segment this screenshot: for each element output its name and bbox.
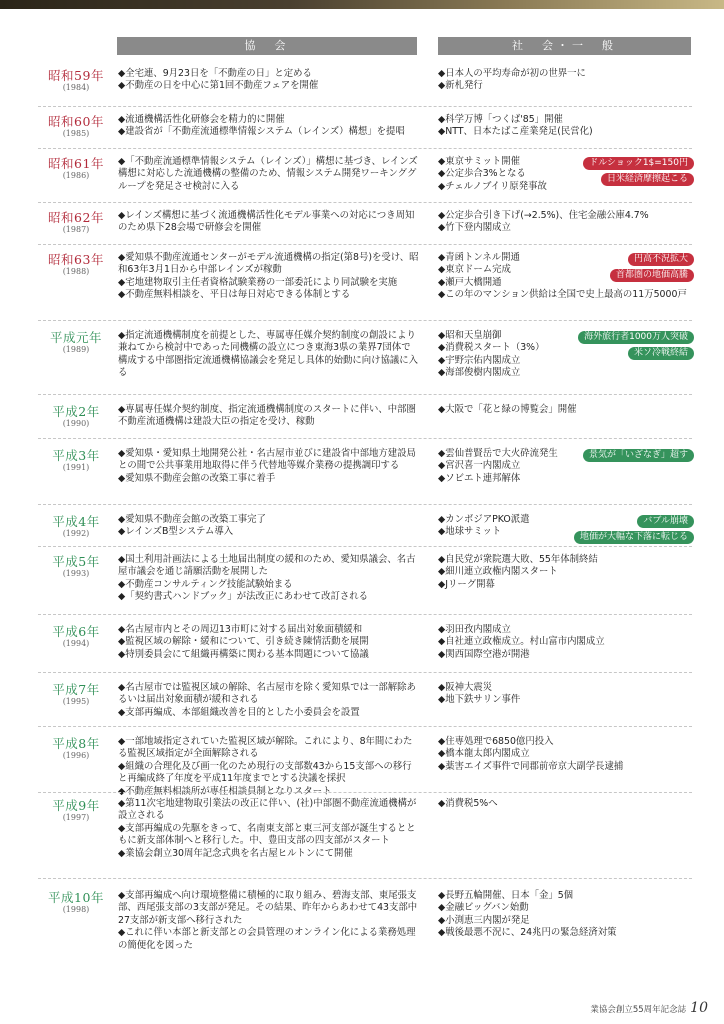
era-label [40, 404, 112, 429]
society-events [438, 210, 694, 235]
association-event: ◆不動産コンサルティング技能試験始まる [118, 578, 293, 590]
timeline-row [0, 732, 724, 797]
society-event: ◆住専処理で6850億円投入 [438, 736, 554, 747]
association-event: ◆指定流通機構制度を前提とした、専属専任媒介契約制度の創設により兼ねてから検討中であった同機構の設立につき東海3県の業界7団体で構成する中部圏指定流通機構協議会を発足し具体的始動に向け協議に入る [118, 330, 419, 379]
society-event: ◆金融ビッグバン始動 [438, 902, 529, 914]
society-event: ◆地球サミット [438, 526, 502, 538]
era-year: (1998) [62, 905, 90, 914]
association-event: ◆愛知県不動産会館の改築工事完了 [118, 514, 266, 525]
society-events [438, 890, 694, 940]
era-label [40, 554, 112, 579]
timeline-row [0, 110, 724, 146]
association-event: ◆支部再編成、本部組織改善を目的とした小委員会を設置 [118, 706, 360, 718]
society-event: ◆地下鉄サリン事件 [438, 694, 521, 706]
association-event: ◆一部地域指定されていた監視区域が解除。これにより、8年間にわたる監視区域指定が全面解除される [118, 736, 413, 760]
association-events [118, 514, 420, 539]
row-divider [38, 726, 692, 727]
era-year: (1985) [62, 129, 90, 138]
society-event: ◆瀬戸大橋開通 [438, 276, 502, 288]
era-label [40, 68, 112, 93]
society-events [438, 624, 694, 661]
association-event: ◆「契約書式ハンドブック」が法改正にあわせて改訂される [118, 591, 369, 603]
association-event: ◆建設省が「不動産流通標準情報システム（レインズ）構想」を提唱 [118, 126, 405, 138]
highlight-badge: バブル崩壊 [637, 515, 694, 528]
association-events [118, 890, 420, 952]
era-label [40, 114, 112, 139]
association-events [118, 798, 420, 860]
society-events [438, 156, 694, 193]
society-event: ◆この年のマンション供給は全国で史上最高の11万5000戸 [438, 289, 687, 301]
society-event: ◆戦後最悪不況に、24兆円の緊急経済対策 [438, 927, 617, 939]
association-event: ◆支部再編成へ向け環境整備に積極的に取り組み、碧海支部、東尾張支部、西尾張支部の3支部が発足。その結果、昨年からあわせて43支部中27支部が新支部へ移行された [118, 890, 418, 926]
era-year: (1984) [62, 83, 90, 92]
era-year: (1989) [62, 345, 90, 354]
society-events [438, 736, 694, 773]
era-name: 平成2年 [52, 404, 100, 419]
society-event: ◆昭和天皇崩御 [438, 330, 502, 341]
society-event: ◆チェルノブイリ原発事故 [438, 180, 547, 192]
society-events [438, 330, 694, 380]
society-events [438, 404, 694, 416]
society-event: ◆青函トンネル開通 [438, 252, 520, 263]
era-year: (1994) [62, 639, 90, 648]
society-event: ◆大阪で「花と緑の博覧会」開催 [438, 404, 577, 415]
row-divider [38, 320, 692, 321]
page-number: 10 [690, 1000, 708, 1016]
highlight-badge: 地価が大幅な下落に転じる [574, 531, 694, 544]
society-event: ◆自民党が衆院選大敗、55年体制終結 [438, 554, 598, 565]
society-event: ◆消費税スタート（3%） [438, 342, 545, 354]
timeline-row [0, 152, 724, 200]
society-event: ◆細川連立政権内閣スタート [438, 566, 558, 578]
column-header-society: 社 会・一 般 [438, 37, 691, 55]
era-name: 昭和59年 [48, 68, 104, 83]
era-year: (1991) [62, 463, 90, 472]
association-event: ◆流通機構活性化研修会を精力的に開催 [118, 114, 285, 125]
era-name: 平成7年 [52, 682, 100, 697]
timeline-row [0, 326, 724, 392]
row-divider [38, 394, 692, 395]
society-event: ◆薬害エイズ事件で同郡前帝京大副学長逮捕 [438, 760, 624, 772]
association-event: ◆専属専任媒介契約制度、指定流通機構制度のスタートに伴い、中部圏不動産流通機構は建設大臣の指定を受け、稼動 [118, 404, 416, 428]
society-event: ◆科学万博「つくば'85」開催 [438, 114, 563, 125]
association-events [118, 624, 420, 661]
top-decorative-bar [0, 0, 724, 9]
society-event: ◆公定歩合引き下げ(→2.5%)、住宅金融公庫4.7% [438, 210, 649, 221]
era-year: (1990) [62, 419, 90, 428]
timeline-row [0, 510, 724, 544]
era-label [40, 156, 112, 181]
timeline-row [0, 678, 724, 724]
row-divider [38, 792, 692, 793]
association-event: ◆不動産の日を中心に第1回不動産フェアを開催 [118, 80, 319, 92]
association-event: ◆愛知県・愛知県土地開発公社・名古屋市並びに建設省中部地方建設局との間で公共事業用地取得に伴う代替地等媒介業務の提携調印する [118, 448, 416, 472]
association-event: ◆「不動産流通標準情報システム（レインズ）」構想に基づき、レインズ構想に対応した流通機構の整備のため、情報システム開発ワーキンググループを発足させ検討に入る [118, 156, 418, 192]
era-name: 昭和62年 [48, 210, 104, 225]
society-event: ◆日本人の平均寿命が初の世界一に [438, 68, 586, 79]
society-event: ◆雲仙普賢岳で大火砕流発生 [438, 448, 558, 459]
era-name: 昭和60年 [48, 114, 104, 129]
timeline-row [0, 444, 724, 502]
society-event: ◆東京ドーム完成 [438, 264, 511, 276]
association-event: ◆支部再編成の先駆をきって、名南東支部と東三河支部が誕生するとともに新支部体制へと移行した。中、豊田支部の四支部がスタート [118, 822, 416, 847]
era-name: 平成4年 [52, 514, 100, 529]
association-event: ◆名古屋市内とその周辺13市町に対する届出対象面積緩和 [118, 624, 363, 635]
era-label [40, 252, 112, 277]
era-label [40, 210, 112, 235]
era-label [40, 624, 112, 649]
timeline-row [0, 64, 724, 104]
era-name: 昭和61年 [48, 156, 104, 171]
association-events [118, 156, 420, 193]
era-label [40, 798, 112, 823]
row-divider [38, 504, 692, 505]
era-name: 平成5年 [52, 554, 100, 569]
association-event: ◆監視区域の解除・緩和について、引き続き陳情活動を展開 [118, 636, 369, 648]
era-year: (1992) [62, 529, 90, 538]
era-year: (1995) [62, 697, 90, 706]
timeline-row [0, 206, 724, 242]
timeline-row [0, 886, 724, 976]
society-event: ◆NTT、日本たばこ産業発足(民営化) [438, 126, 593, 138]
era-name: 平成3年 [52, 448, 100, 463]
society-events [438, 448, 694, 485]
row-divider [38, 106, 692, 107]
highlight-badge: 米ソ冷戦終結 [628, 347, 694, 360]
row-divider [38, 614, 692, 615]
society-event: ◆自社連立政権成立。村山富市内閣成立 [438, 636, 605, 648]
society-event: ◆公定歩合3%となる [438, 168, 526, 180]
association-event: ◆愛知県不動産流通センターがモデル流通機構の指定(第8号)を受け、昭和63年3月1日から中部レインズが稼動 [118, 252, 419, 276]
era-year: (1993) [62, 569, 90, 578]
era-year: (1996) [62, 751, 90, 760]
society-event: ◆小渕恵三内閣が発足 [438, 914, 530, 926]
society-events [438, 252, 694, 302]
association-event: ◆国土利用計画法による土地届出制度の緩和のため、愛知県議会、名古屋市議会を通じ請願活動を展開した [118, 554, 416, 578]
era-label [40, 890, 112, 915]
association-events [118, 736, 420, 798]
timeline-row [0, 400, 724, 436]
association-event: ◆レインズB型システム導入 [118, 526, 234, 538]
highlight-badge: 円高不況拡大 [628, 253, 694, 266]
association-event: ◆特別委員会にて組織再構築に関わる基本問題について協議 [118, 648, 369, 660]
timeline-row [0, 620, 724, 670]
highlight-badge: 首都圏の地価高騰 [610, 269, 694, 282]
association-events [118, 114, 420, 139]
era-label [40, 682, 112, 707]
society-event: ◆橋本龍太郎内閣成立 [438, 748, 530, 760]
association-event: ◆レインズ構想に基づく流通機構活性化モデル事業への対応につき周知のため県下28会場で研修会を開催 [118, 210, 415, 234]
association-event: ◆業協会創立30周年記念式典を名古屋ヒルトンにて開催 [118, 847, 353, 859]
society-event: ◆海部俊樹内閣成立 [438, 367, 521, 379]
association-event: ◆愛知県不動産会館の改築工事に着手 [118, 472, 276, 484]
era-label [40, 330, 112, 355]
timeline-row [0, 550, 724, 612]
society-event: ◆Jリーグ開幕 [438, 578, 495, 590]
society-event: ◆宇野宗佑内閣成立 [438, 354, 521, 366]
society-events [438, 68, 694, 93]
row-divider [38, 148, 692, 149]
association-event: ◆不動産無料相談所が専任相談員制となりスタート [118, 785, 332, 797]
association-events [118, 554, 420, 604]
association-event: ◆名古屋市では監視区域の解除、名古屋市を除く愛知県では一部解除あるいは届出対象面積が緩和される [118, 682, 416, 706]
row-divider [38, 878, 692, 879]
association-events [118, 682, 420, 719]
era-label [40, 448, 112, 473]
highlight-badge: 景気が「いざなぎ」超す [583, 449, 694, 462]
association-events [118, 252, 420, 302]
society-events [438, 114, 694, 139]
society-event: ◆ソビエト連邦解体 [438, 472, 521, 484]
era-name: 昭和63年 [48, 252, 104, 267]
era-year: (1988) [62, 267, 90, 276]
society-events [438, 798, 694, 810]
timeline-row [0, 794, 724, 876]
association-events [118, 68, 420, 93]
publication-title: 業協会創立55周年記念誌 [590, 1005, 687, 1015]
association-event: ◆全宅連、9月23日を「不動産の日」と定める [118, 68, 312, 79]
era-name: 平成元年 [49, 330, 102, 345]
society-event: ◆関西国際空港が開港 [438, 648, 530, 660]
society-event: ◆長野五輪開催、日本「金」5個 [438, 890, 574, 901]
era-name: 平成9年 [52, 798, 100, 813]
row-divider [38, 672, 692, 673]
society-event: ◆羽田孜内閣成立 [438, 624, 511, 635]
association-event: ◆不動産無料相談を、平日は毎日対応できる体制とする [118, 289, 351, 301]
society-event: ◆消費税5%へ [438, 798, 498, 809]
row-divider [38, 202, 692, 203]
society-event: ◆東京サミット開催 [438, 156, 521, 167]
society-events [438, 554, 694, 591]
highlight-badge: 海外旅行者1000万人突破 [578, 331, 694, 344]
era-year: (1997) [62, 813, 90, 822]
society-event: ◆竹下登内閣成立 [438, 222, 511, 234]
association-event: ◆第11次宅地建物取引業法の改正に伴い、(社)中部圏不動産流通機構が設立される [118, 798, 417, 822]
era-year: (1986) [62, 171, 90, 180]
row-divider [38, 546, 692, 547]
association-event: ◆宅地建物取引主任者資格試験業務の一部委託により同試験を実施 [118, 276, 398, 288]
timeline-row [0, 248, 724, 318]
association-events [118, 448, 420, 485]
era-name: 平成10年 [48, 890, 104, 905]
era-year: (1987) [62, 225, 90, 234]
society-event: ◆宮沢喜一内閣成立 [438, 460, 521, 472]
era-name: 平成8年 [52, 736, 100, 751]
highlight-badge: ドルショック1$=150円 [583, 157, 694, 170]
highlight-badge: 日米経済摩擦起こる [601, 173, 694, 186]
page-footer [590, 1000, 708, 1016]
society-events [438, 514, 694, 542]
association-events [118, 404, 420, 429]
row-divider [38, 438, 692, 439]
era-label [40, 736, 112, 761]
association-event: ◆これに伴い本部と新支部との会員管理のオンライン化による業務処理の簡便化を図った [118, 927, 416, 951]
row-divider [38, 244, 692, 245]
association-events [118, 210, 420, 235]
society-event: ◆阪神大震災 [438, 682, 493, 693]
society-event: ◆新札発行 [438, 80, 483, 92]
era-label [40, 514, 112, 539]
association-events [118, 330, 420, 380]
association-event: ◆組織の合理化及び画一化のため現行の支部数43から15支部への移行と再編成終了年度を平成11年度までとする決議を採択 [118, 760, 412, 785]
column-header-association: 協 会 [117, 37, 417, 55]
society-event: ◆カンボジアPKO派遣 [438, 514, 530, 525]
society-events [438, 682, 694, 707]
era-name: 平成6年 [52, 624, 100, 639]
